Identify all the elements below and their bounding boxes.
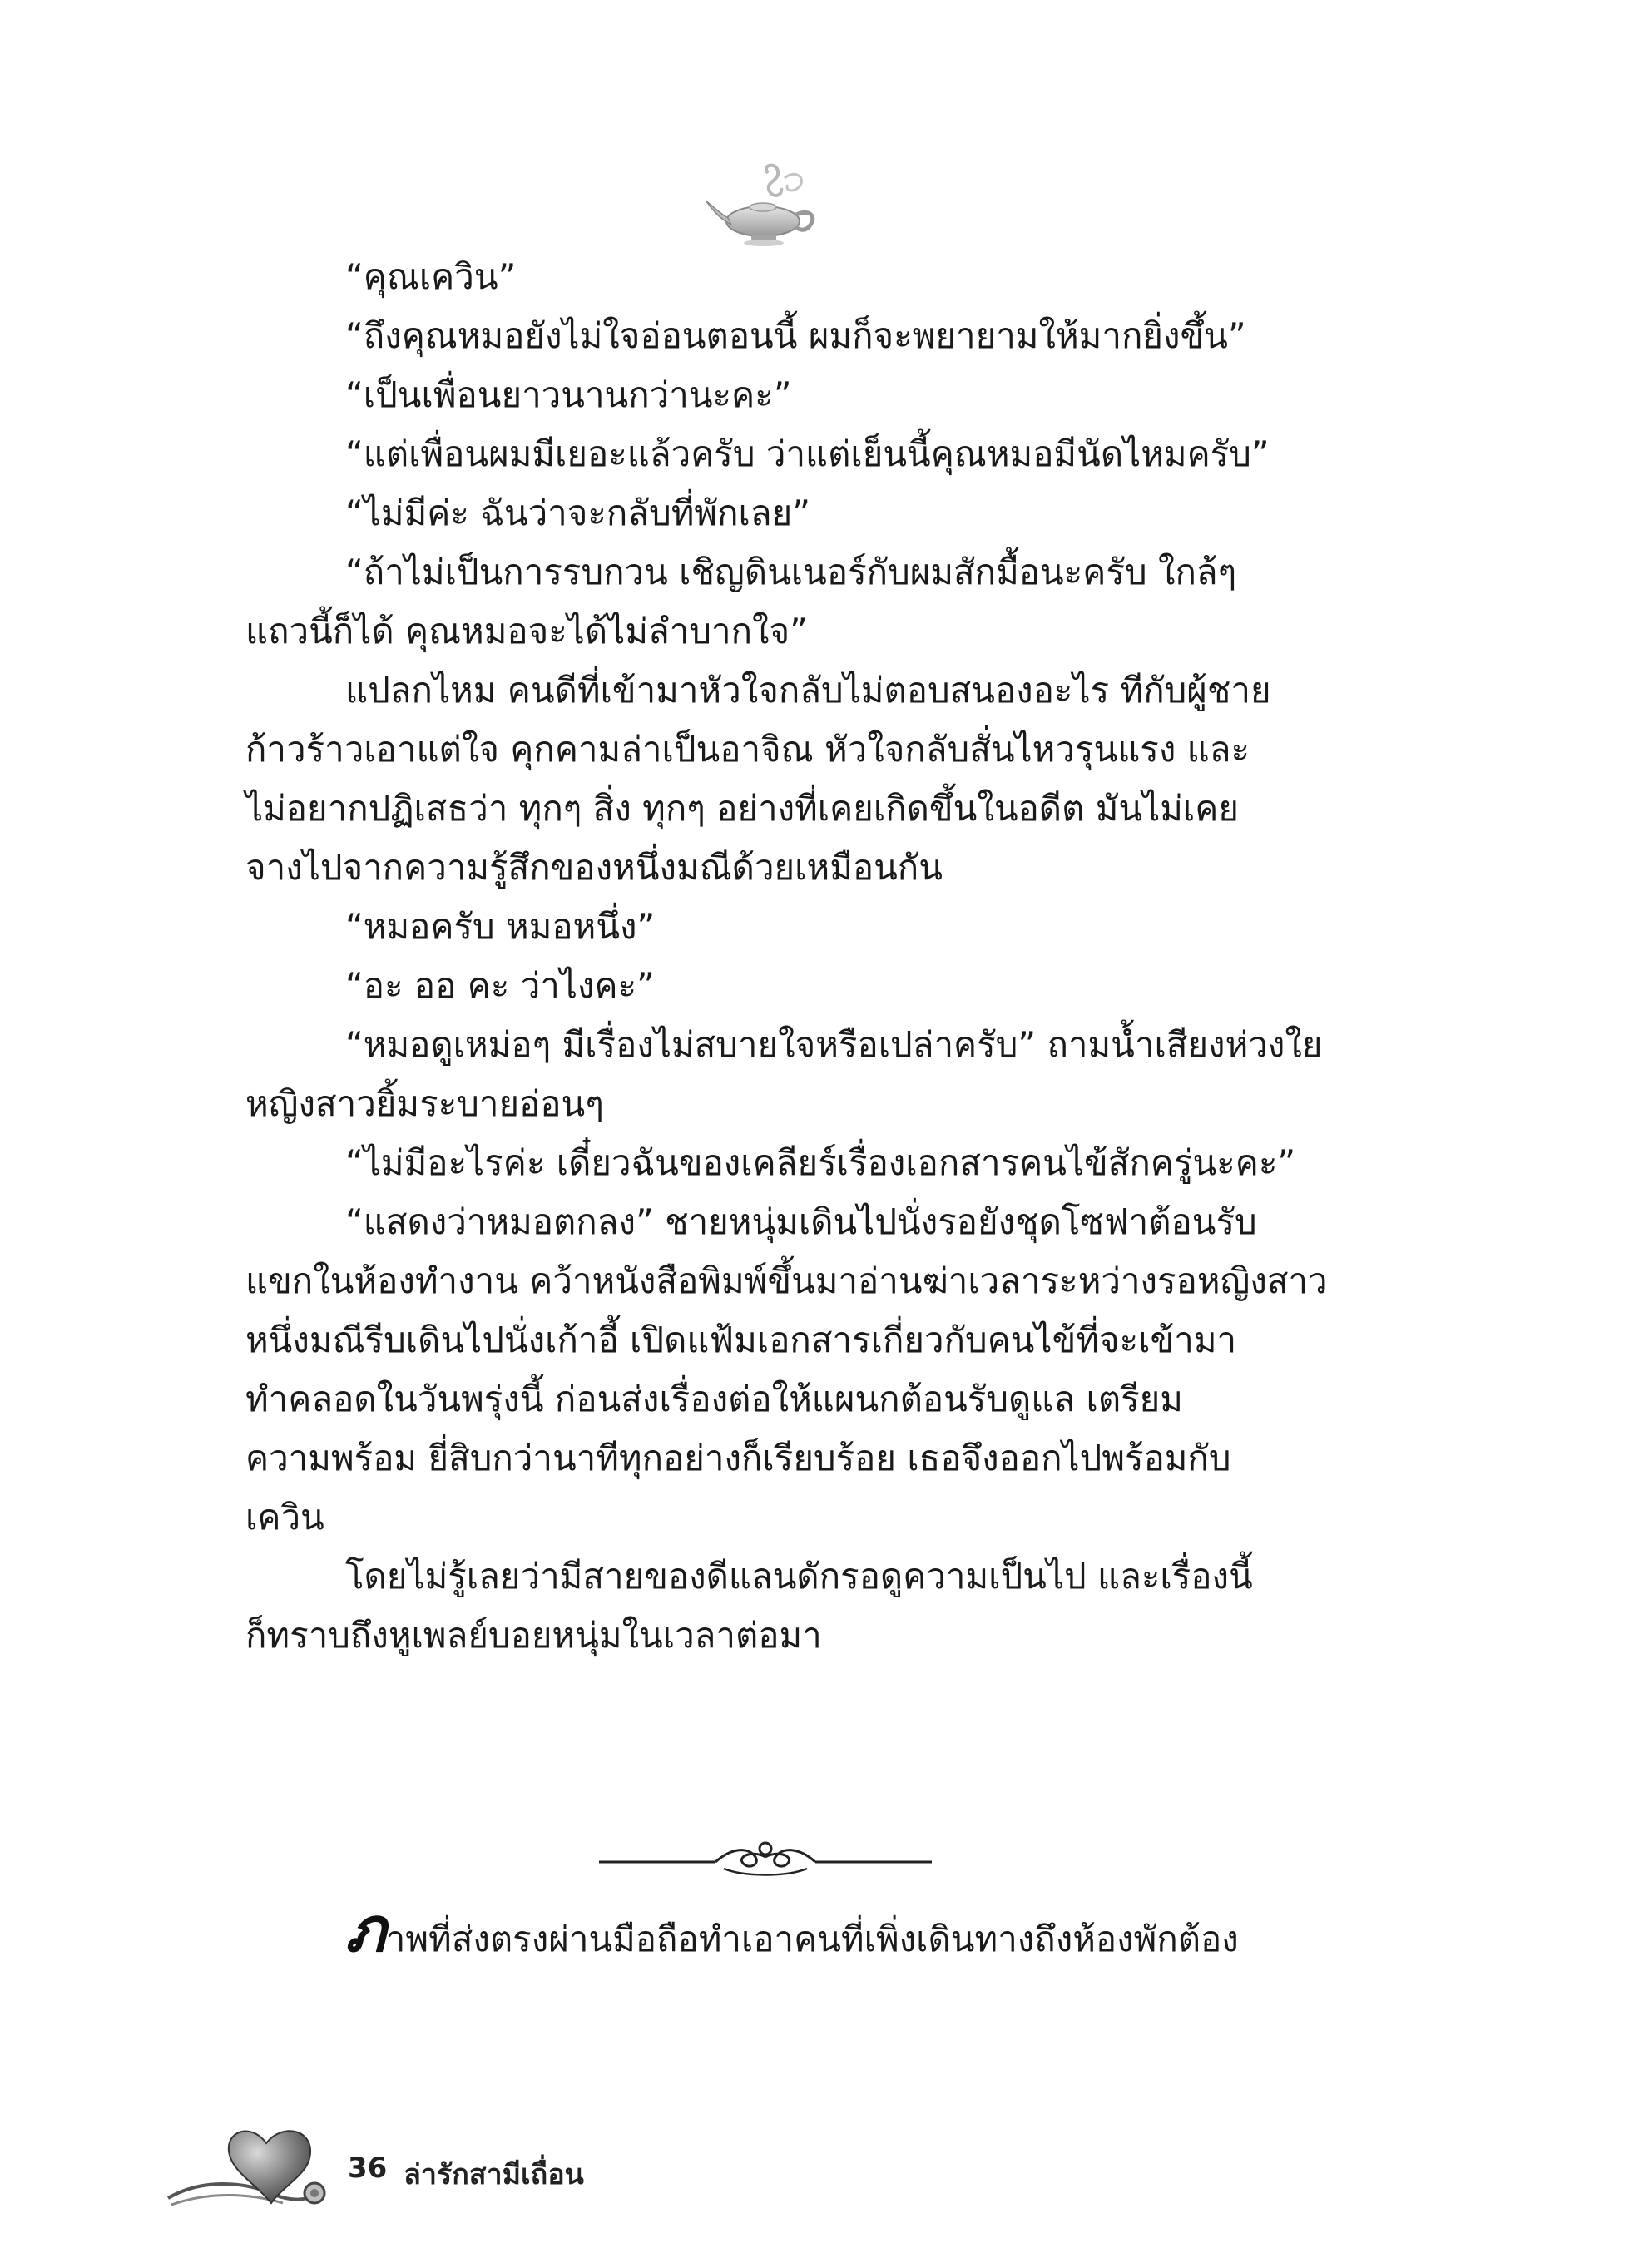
page-footer <box>166 2122 749 2213</box>
body-text <box>245 250 1328 1667</box>
text-line: แปลกไหม คนดีที่เข้ามาหัวใจกลับไม่ตอบสนองอะไร ทีกับผู้ชาย <box>345 670 1271 711</box>
text-line: “หมอครับ หมอหนึ่ง” <box>345 906 656 947</box>
text-line: ก็ทราบถึงหูเพลย์บอยหนุ่มในเวลาต่อมา <box>245 1615 822 1656</box>
text-line: โดยไม่รู้เลยว่ามีสายของดีแลนดักรอดูความเป็นไป และเรื่องนี้ <box>345 1556 1253 1597</box>
next-section-text: าพที่ส่งตรงผ่านมือถือทำเอาคนที่เพิ่งเดินทางถึงห้องพักต้อง <box>385 1919 1239 1959</box>
page-number: 36 <box>348 2152 388 2185</box>
text-line: “แสดงว่าหมอตกลง” ชายหนุ่มเดินไปนั่งรอยังชุดโซฟาต้อนรับ <box>345 1201 1257 1242</box>
text-line: แขกในห้องทำงาน คว้าหนังสือพิมพ์ขึ้นมาอ่านฆ่าเวลาระหว่างรอหญิงสาว <box>245 1260 1328 1301</box>
text-line: ความพร้อม ยี่สิบกว่านาทีทุกอย่างก็เรียบร้อย เธอจึงออกไปพร้อมกับ <box>245 1438 1231 1478</box>
text-line: ทำคลอดในวันพรุ่งนี้ ก่อนส่งเรื่องต่อให้แผนกต้อนรับดูแล เตรียม <box>245 1379 1183 1419</box>
text-line: จางไปจากความรู้สึกของหนึ่งมณีด้วยเหมือนกัน <box>245 847 943 888</box>
text-line: “เป็นเพื่อนยาวนานกว่านะคะ” <box>345 374 792 415</box>
text-line: เควิน <box>245 1497 324 1538</box>
text-line: “แต่เพื่อนผมมีเยอะแล้วครับ ว่าแต่เย็นนี้คุณหมอมีนัดไหมครับ” <box>345 433 1270 474</box>
text-line: “หมอดูเหม่อๆ มีเรื่องไม่สบายใจหรือเปล่าครับ” ถามน้ำเสียงห่วงใย <box>345 1024 1323 1065</box>
text-line: “ถึงคุณหมอยังไม่ใจอ่อนตอนนี้ ผมก็จะพยายามให้มากยิ่งขึ้น” <box>345 315 1246 356</box>
text-line: หญิงสาวยิ้มระบายอ่อนๆ <box>245 1083 604 1124</box>
text-line: “ไม่มีอะไรค่ะ เดี๋ยวฉันของเคลียร์เรื่องเอกสารคนไข้สักครู่นะคะ” <box>345 1142 1296 1183</box>
text-line: “อะ ออ คะ ว่าไงคะ” <box>345 965 655 1006</box>
text-line: “ถ้าไม่เป็นการรบกวน เชิญดินเนอร์กับผมสักมื้อนะครับ ใกล้ๆ <box>345 552 1237 592</box>
text-line: “ไม่มีค่ะ ฉันว่าจะกลับที่พักเลย” <box>345 493 811 533</box>
drop-cap: ภ <box>345 1894 386 1966</box>
text-line: “คุณเควิน” <box>345 256 517 297</box>
flourish-divider-icon <box>599 1839 932 1880</box>
text-line: ไม่อยากปฏิเสธว่า ทุกๆ สิ่ง ทุกๆ อย่างที่เคยเกิดขึ้นในอดีต มันไม่เคย <box>245 788 1239 829</box>
genie-lamp-icon <box>703 163 828 246</box>
text-line: ก้าวร้าวเอาแต่ใจ คุกคามล่าเป็นอาจิณ หัวใจกลับสั่นไหวรุนแรง และ <box>245 729 1250 770</box>
text-line: แถวนี้ก็ได้ คุณหมอจะได้ไม่ลำบากใจ” <box>245 611 808 651</box>
next-section-paragraph <box>245 1894 1277 1968</box>
book-title: ล่ารักสามีเถื่อน <box>404 2158 584 2191</box>
text-line: หนึ่งมณีรีบเดินไปนั่งเก้าอี้ เปิดแฟ้มเอกสารเกี่ยวกับคนไข้ที่จะเข้ามา <box>245 1320 1237 1360</box>
heart-stethoscope-icon <box>166 2122 349 2213</box>
